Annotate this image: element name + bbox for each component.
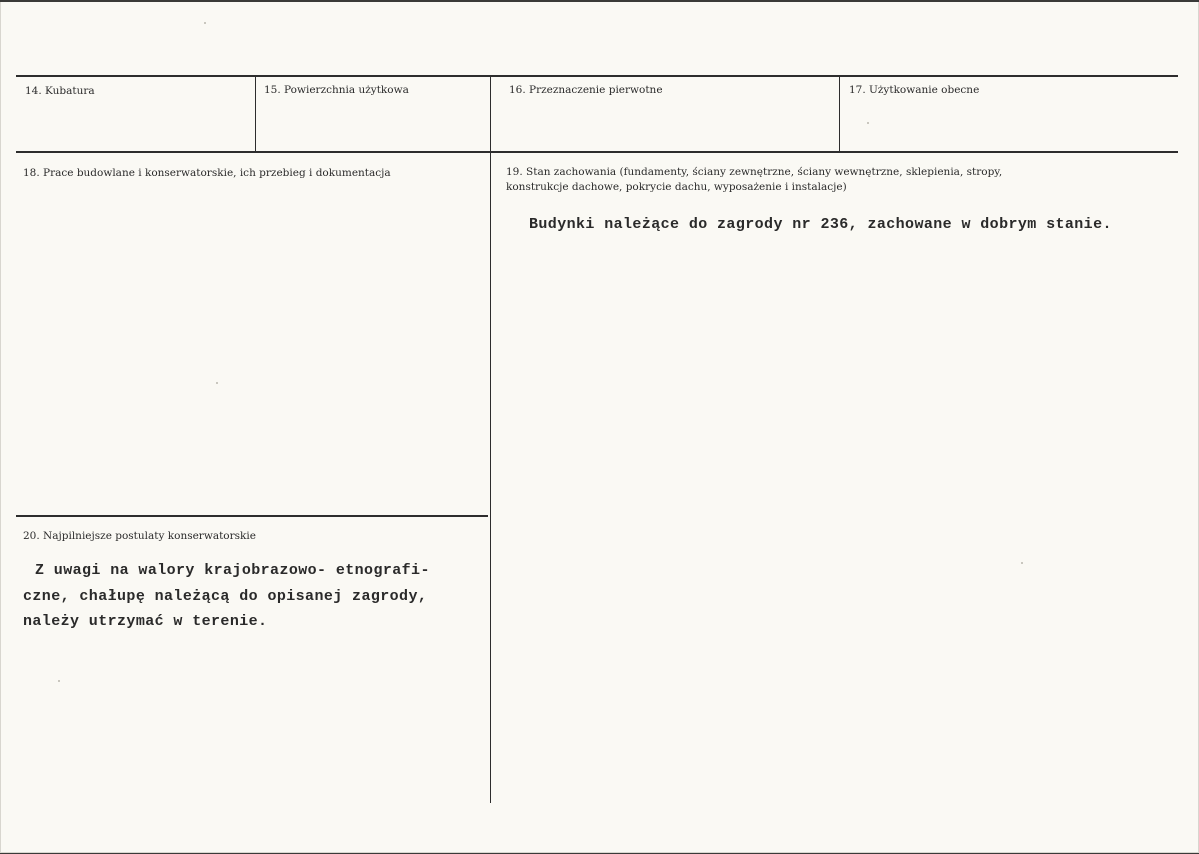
field-20-typed-line3: należy utrzymać w terenie.: [23, 613, 268, 630]
field-18-label: 18. Prace budowlane i konserwatorskie, ich przebieg i dokumentacja: [23, 167, 391, 179]
field-20-typed-line1: Z uwagi na walory krajobrazowo- etnografi-: [35, 562, 430, 579]
record-card: [0, 2, 1199, 853]
paper-speck: [58, 680, 60, 682]
divider-14-15: [255, 77, 256, 152]
divider-main: [490, 77, 491, 803]
rule-middle: [16, 151, 1178, 153]
field-20-typed-line2: czne, chałupę należącą do opisanej zagrody,: [23, 588, 428, 605]
field-19-label-line2: konstrukcje dachowe, pokrycie dachu, wyposażenie i instalacje): [506, 181, 847, 193]
paper-speck: [204, 22, 206, 24]
field-16-label: 16. Przeznaczenie pierwotne: [509, 84, 663, 96]
field-19-typed-text: Budynki należące do zagrody nr 236, zachowane w dobrym stanie.: [529, 216, 1112, 233]
divider-16-17: [839, 77, 840, 152]
rule-top: [16, 75, 1178, 77]
field-17-label: 17. Użytkowanie obecne: [849, 84, 980, 96]
field-20-label: 20. Najpilniejsze postulaty konserwatorskie: [23, 530, 256, 542]
rule-left-lower: [16, 515, 488, 517]
field-19-label-line1: 19. Stan zachowania (fundamenty, ściany zewnętrzne, ściany wewnętrzne, sklepienia, stropy,: [506, 166, 1003, 178]
field-14-label: 14. Kubatura: [25, 85, 95, 97]
paper-speck: [216, 382, 218, 384]
paper-speck: [867, 122, 869, 124]
field-15-label: 15. Powierzchnia użytkowa: [264, 84, 409, 96]
paper-speck: [1021, 562, 1023, 564]
